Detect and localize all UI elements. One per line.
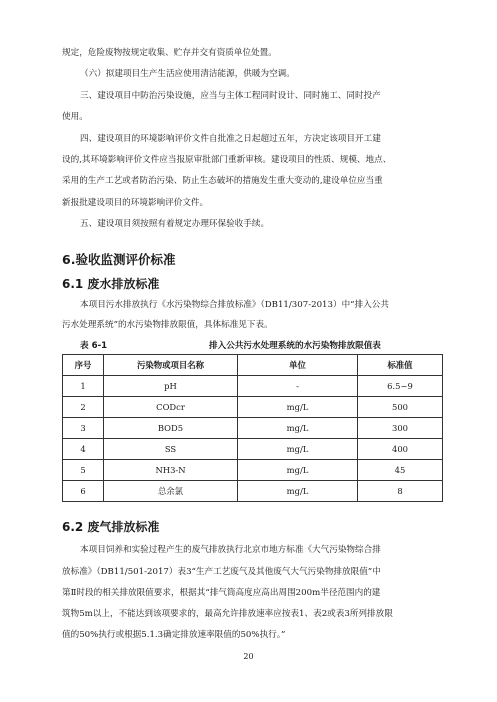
- cell-limit: 6.5~9: [358, 376, 443, 397]
- cell-limit: 300: [358, 418, 443, 439]
- cell-index: 3: [63, 418, 104, 439]
- cell-pollutant: SS: [104, 439, 238, 460]
- cell-unit: mg/L: [238, 439, 358, 460]
- body-text-line: 第Ⅱ时段的相关排放限值要求，根据其“排气筒高度应高出周围200m半径范围内的建: [62, 588, 381, 598]
- table-caption-title: 排入公共污水处理系统的水污染物排放限值表: [209, 341, 381, 351]
- cell-pollutant: 总余氯: [104, 481, 238, 502]
- body-text-line: 采用的生产工艺或者防治污染、防止生态破坏的措施发生重大变动的,建设单位应当重: [62, 176, 383, 186]
- table-caption-number: 表 6-1: [80, 341, 108, 351]
- cell-limit: 8: [358, 481, 443, 502]
- cell-index: 4: [63, 439, 104, 460]
- cell-index: 5: [63, 460, 104, 481]
- body-text-line: 筑物5m以上，不能达到该项要求的，最高允许排放速率应按表1、表2或表3所列排放限: [62, 609, 393, 619]
- cell-unit: mg/L: [238, 418, 358, 439]
- body-text-line: 设的,其环境影响评价文件应当报原审批部门重新审核。建设项目的性质、规模、地点、: [62, 155, 392, 165]
- cell-unit: -: [238, 376, 358, 397]
- header-pollutant: 污染物或项目名称: [104, 355, 238, 376]
- header-unit: 单位: [238, 355, 358, 376]
- subsection-title-wastewater: 6.1 废水排放标准: [62, 277, 160, 291]
- cell-limit: 400: [358, 439, 443, 460]
- cell-unit: mg/L: [238, 460, 358, 481]
- cell-index: 6: [63, 481, 104, 502]
- body-text-line: 四、建设项目的环境影响评价文件自批准之日起超过五年，方决定该项目开工建: [80, 134, 381, 144]
- body-text-line: 使用。: [62, 112, 88, 122]
- header-limit: 标准值: [358, 355, 443, 376]
- body-text-line: 新报批建设项目的环境影响评价文件。: [62, 198, 209, 208]
- cell-limit: 45: [358, 460, 443, 481]
- table-row: [63, 481, 443, 502]
- cell-pollutant: pH: [104, 376, 238, 397]
- cell-pollutant: NH3-N: [104, 460, 238, 481]
- table-row: [63, 418, 443, 439]
- table-caption: [62, 339, 442, 353]
- cell-index: 1: [63, 376, 104, 397]
- cell-unit: mg/L: [238, 481, 358, 502]
- body-text-line: 值的50%执行或根据5.1.3确定排放速率限值的50%执行。”: [62, 630, 286, 640]
- cell-pollutant: BOD5: [104, 418, 238, 439]
- body-text-line: （六）拟建项目生产生活应使用清洁能源，供暖为空调。: [80, 69, 295, 79]
- table-row: [63, 460, 443, 481]
- table-row: [63, 439, 443, 460]
- body-text-line: 规定，危险废物按规定收集、贮存并交有资质单位处置。: [62, 48, 277, 58]
- body-text-line: 三、建设项目中防治污染设施，应当与主体工程同时设计、同时施工、同时投产: [80, 91, 381, 101]
- table-row: [63, 376, 443, 397]
- body-text-line: 五、建设项目须按照有着规定办理环保验收手续。: [80, 219, 270, 229]
- table-header-row: [63, 355, 443, 376]
- page-number: 20: [243, 652, 254, 661]
- cell-index: 2: [63, 397, 104, 418]
- body-text-line: 放标准》（DB11/501-2017）表3“生产工艺废气及其他废气大气污染物排放限值”中: [62, 567, 381, 577]
- body-text-line: 污水处理系统”的水污染物排放限值，具体标准见下表。: [62, 320, 273, 330]
- header-index: 序号: [63, 355, 104, 376]
- table-row: [63, 397, 443, 418]
- cell-limit: 500: [358, 397, 443, 418]
- cell-unit: mg/L: [238, 397, 358, 418]
- cell-pollutant: CODcr: [104, 397, 238, 418]
- body-text-line: 本项目饲养和实验过程产生的废气排放执行北京市地方标准《大气污染物综合排: [80, 545, 381, 555]
- emission-limits-table: [62, 354, 443, 502]
- subsection-title-exhaust-gas: 6.2 废气排放标准: [62, 520, 160, 534]
- body-text-line: 本项目污水排放执行《水污染物综合排放标准》（DB11/307-2013）中“排入公共: [80, 300, 389, 310]
- section-title: 6.验收监测评价标准: [62, 252, 176, 267]
